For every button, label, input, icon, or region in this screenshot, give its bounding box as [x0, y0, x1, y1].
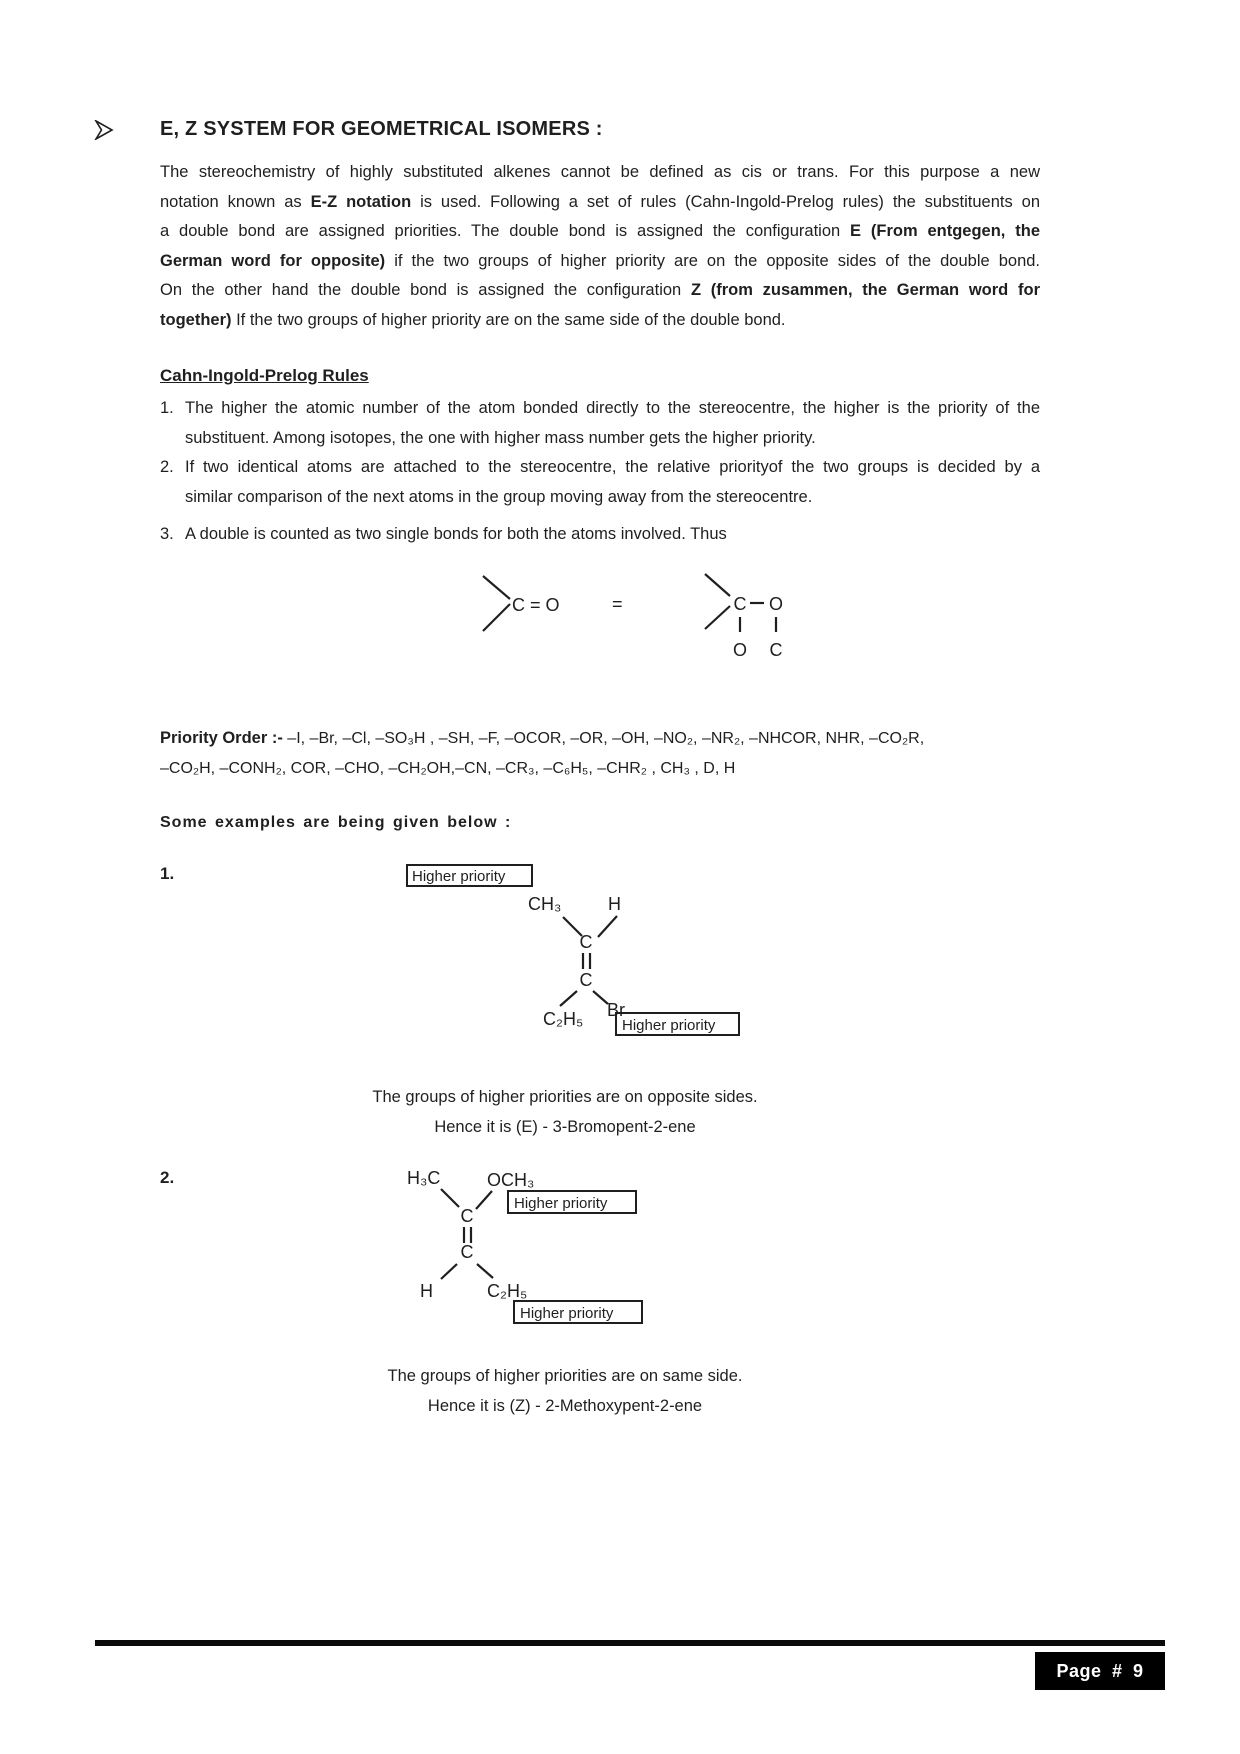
rules-heading: Cahn-Ingold-Prelog Rules [160, 366, 369, 385]
priority-label: Priority Order :- [160, 728, 283, 747]
higher-priority-label: Higher priority [520, 1304, 614, 1322]
rule-line: If two identical atoms are attached to the stereocentre, the relative priorityof the two groups is decided by a [185, 458, 1040, 476]
example-1-structure [400, 864, 760, 1049]
hydrogen-atom: H [608, 893, 621, 914]
double-bond-equivalence-diagram [440, 566, 800, 666]
text-segment: a double bond are assigned priorities. The double bond is assigned the configuration [160, 222, 851, 240]
bond-line [705, 606, 730, 629]
caption-line: The groups of higher priorities are on same side. [387, 1366, 743, 1385]
rule-number: 1. [160, 399, 174, 417]
ethyl-group: C₂H₅ [487, 1280, 528, 1301]
caption-line: Hence it is (Z) - 2-Methoxypent-2-ene [427, 1396, 703, 1415]
priority-series: –I, –Br, –Cl, –SO₃H , –SH, –F, –OCOR, –OR, –OH, –NO₂, –NR₂, –NHCOR, NHR, –CO₂R, [282, 729, 925, 747]
bond-line [483, 576, 510, 599]
text-segment: if the two groups of higher priority are on the opposite sides of the double bond. [385, 251, 1041, 270]
intro-paragraph [160, 158, 1040, 335]
rules-list [160, 394, 1040, 550]
higher-priority-label: Higher priority [622, 1016, 716, 1034]
page-number-label: Page # 9 [1056, 1660, 1144, 1681]
footer-rule [95, 1640, 1165, 1646]
text-segment-bold: E-Z notation [310, 192, 412, 211]
example-2-structure [400, 1168, 760, 1340]
carbon-atom: C [579, 969, 593, 990]
text-segment: notation known as [160, 192, 311, 211]
equals-sign: = [612, 593, 623, 614]
arrow-bullet-icon [94, 120, 114, 145]
example-number: 1. [160, 863, 175, 883]
oxygen-atom: O [732, 639, 748, 660]
text-segment: The stereochemistry of highly substituted alkenes cannot be defined as cis or trans. For this purpose a new [160, 163, 1040, 181]
bond-line [441, 1264, 457, 1279]
example-2 [160, 1168, 1040, 1340]
methyl-group: H₃C [407, 1167, 441, 1188]
caption-line: The groups of higher priorities are on opposite sides. [372, 1087, 758, 1106]
text-segment: If the two groups of higher priority are on the same side of the double bond. [231, 310, 786, 329]
text-segment-bold: German word for opposite) [160, 251, 386, 270]
hydrogen-atom: H [420, 1280, 433, 1301]
bond-line [598, 916, 617, 937]
text-segment-bold: together) [160, 310, 232, 329]
carbon-atom: C [769, 639, 783, 660]
example-1-caption [160, 1082, 970, 1142]
rule-line: A double is counted as two single bonds for both the atoms involved. Thus [185, 525, 727, 543]
priority-line [160, 723, 1040, 754]
methyl-group: CH₃ [528, 893, 562, 914]
carbon-atom: C [579, 931, 593, 952]
bond-line [705, 574, 730, 596]
paragraph-line [160, 217, 1040, 247]
rule-item [160, 394, 1040, 453]
paragraph-line [160, 276, 1040, 306]
rule-number: 2. [160, 458, 174, 476]
paragraph-line [160, 306, 1040, 336]
carbon-atom: C [460, 1241, 474, 1262]
text-segment: is used. Following a set of rules (Cahn-Ingold-Prelog rules) the substituents on [411, 192, 1040, 211]
bond-line [593, 991, 608, 1004]
rule-line: The higher the atomic number of the atom bonded directly to the stereocentre, the higher is the priority of the [185, 399, 1040, 417]
bond-line [476, 1191, 492, 1209]
section-heading-row [160, 118, 1040, 140]
paragraph-line [160, 247, 1040, 277]
caption-line: Hence it is (E) - 3-Bromopent-2-ene [434, 1117, 696, 1136]
rule-line: similar comparison of the next atoms in the group moving away from the stereocentre. [185, 487, 813, 506]
ethyl-group: C₂H₅ [543, 1008, 584, 1029]
higher-priority-label: Higher priority [412, 867, 506, 885]
rule-item [160, 520, 1040, 550]
examples-heading: Some examples are being given below : [160, 813, 512, 831]
carbon-atom: C [733, 593, 747, 614]
bond-line [441, 1189, 459, 1207]
carbon-atom: C [460, 1205, 474, 1226]
example-1 [160, 864, 1040, 1049]
bond-line [483, 604, 510, 631]
rule-item [160, 453, 1040, 512]
section-title: E, Z SYSTEM FOR GEOMETRICAL ISOMERS : [160, 118, 603, 140]
example-number: 2. [160, 1167, 175, 1187]
text-segment-bold: E (From entgegen, the [850, 222, 1040, 240]
rule-line: substituent. Among isotopes, the one with higher mass number gets the higher priority. [185, 428, 816, 447]
higher-priority-label: Higher priority [514, 1194, 608, 1212]
rule-number: 3. [160, 525, 174, 543]
oxygen-atom: O [768, 593, 784, 614]
priority-order [160, 723, 1040, 784]
bond-line [477, 1264, 493, 1278]
page-number-badge [1035, 1652, 1165, 1690]
text-segment-bold: Z (from zusammen, the German word for [690, 281, 1040, 299]
example-2-caption [160, 1361, 970, 1421]
paragraph-line [160, 158, 1040, 188]
bond-line [560, 991, 577, 1006]
methoxy-group: OCH₃ [487, 1169, 535, 1190]
priority-line: –CO₂H, –CONH₂, COR, –CHO, –CH₂OH,–CN, –CR₃, –C₆H₅, –CHR₂ , CH₃ , D, H [160, 759, 736, 777]
carbonyl-formula: C = O [512, 594, 560, 615]
page-content [160, 118, 1040, 1421]
paragraph-line [160, 188, 1040, 218]
bromine-atom: Br [607, 999, 625, 1020]
text-segment: On the other hand the double bond is assigned the configuration [160, 281, 691, 299]
